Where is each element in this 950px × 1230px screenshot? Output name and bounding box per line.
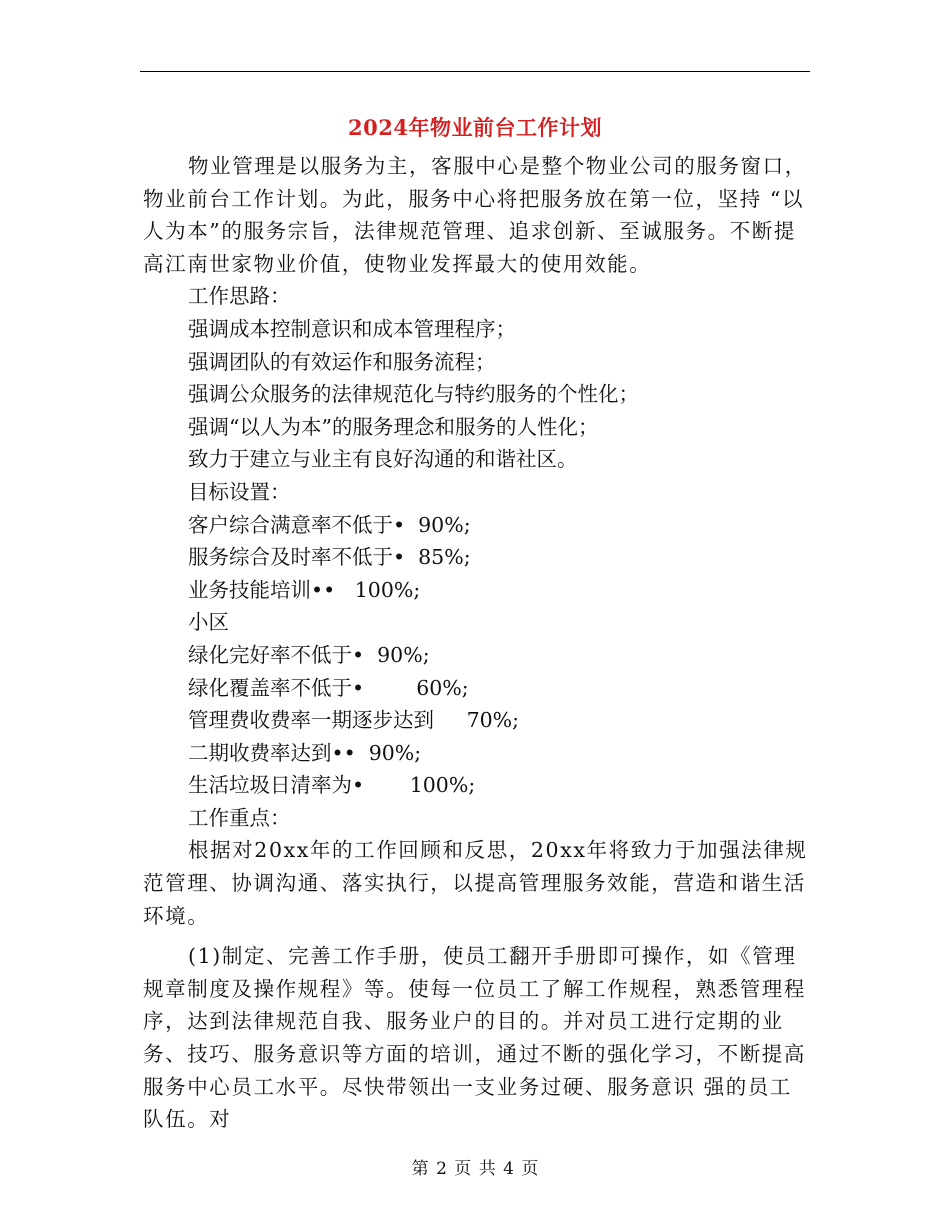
list-item: 服务综合及时率不低于• 85%; [188,545,471,570]
list-item: 工作重点： [188,805,291,830]
paragraph-gap [143,932,813,940]
list-item: 管理费收费率一期逐步达到 70%; [188,708,520,733]
intro-paragraph: 物业管理是以服务为主，客服中心是整个物业公司的服务窗口，物业前台工作计划。为此，服务中心将把服务放在第一位，坚持 “以人为本”的服务宗旨，法律规范管理、追求创新、至诚服务。不断提高江南世家物业价值，使物业发挥最大的使用效能。 [143,154,807,276]
focus-paragraph: 根据对20xx年的工作回顾和反思，20xx年将致力于加强法律规范管理、协调沟通、落实执行，以提高管理服务效能，营造和谐生活环境。 [143,838,808,928]
list-item: 强调公众服务的法律规范化与特约服务的个性化； [188,382,639,407]
list-item: 小区 [188,610,229,635]
item-1-paragraph: (1)制定、完善工作手册，使员工翻开手册即可操作，如《管理规章制度及操作规程》等。使每一位员工了解工作规程，熟悉管理程序，达到法律规范自我、服务业户的目的。并对员工进行定期的业务、技巧、服务意识等方面的培训，通过不断的强化学习，不断提高服务中心员工水平。尽快带领出一支业务过硬、服务意识 强的员工队伍。对 [143,944,806,1132]
list-item: 工作思路： [188,284,291,309]
list-item: 目标设置： [188,479,291,504]
document-body [143,150,813,1136]
list-item: 致力于建立与业主有良好沟通的和谐社区。 [188,447,578,472]
list-item: 绿化覆盖率不低于• 60%; [188,675,469,700]
header-rule [140,71,810,72]
document-title: 2024年物业前台工作计划 [348,115,602,140]
page-indicator: 第 2 页 共 4 页 [411,1159,539,1179]
list-item: 生活垃圾日清率为• 100%; [188,773,476,798]
list-item: 绿化完好率不低于• 90%; [188,642,430,667]
list-item: 业务技能培训•• 100%; [188,577,421,602]
list-item: 客户综合满意率不低于• 90%; [188,512,471,537]
list-item: 强调“以人为本”的服务理念和服务的人性化； [188,414,599,439]
list-item: 强调成本控制意识和成本管理程序； [188,316,516,341]
list-item: 二期收费率达到•• 90%; [188,740,422,765]
list-item: 强调团队的有效运作和服务流程； [188,349,496,374]
